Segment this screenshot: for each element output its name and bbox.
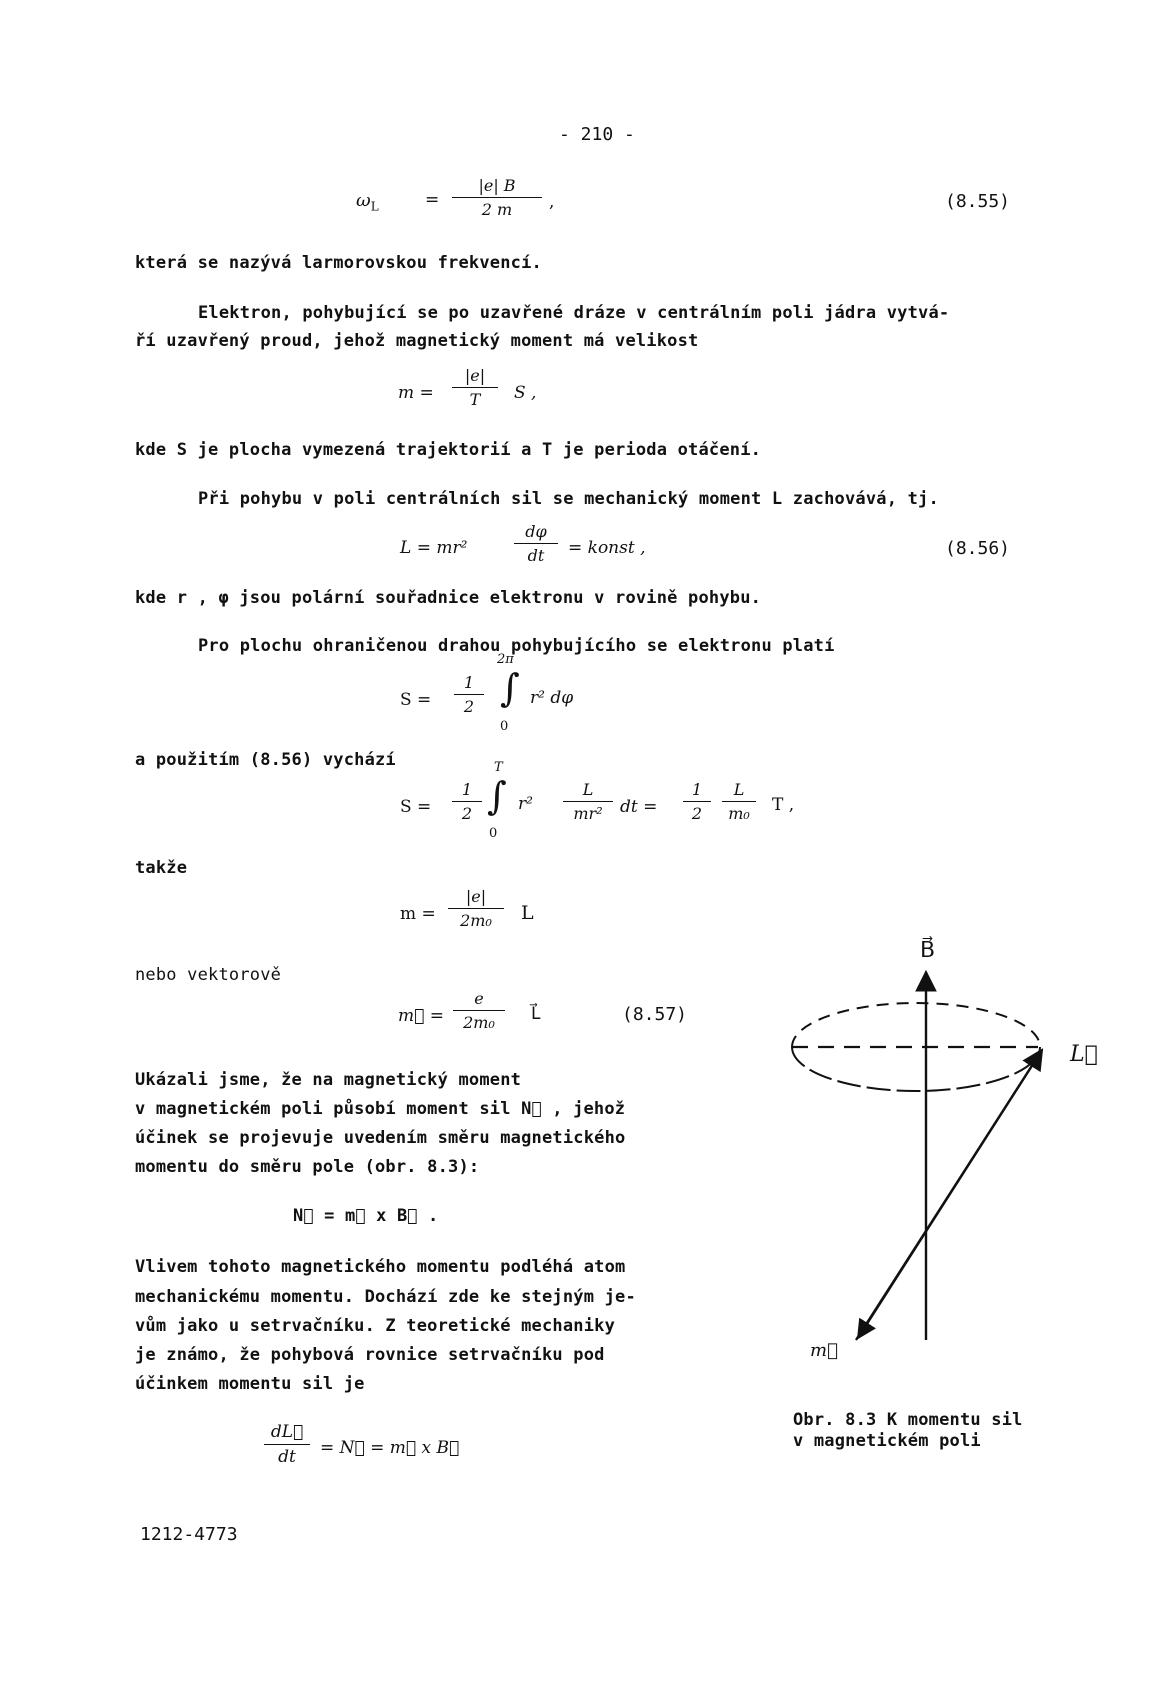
paragraph-line: v magnetickém poli působí moment sil N⃗ , jehož	[135, 1099, 626, 1119]
equation-label: (8.56)	[945, 538, 1011, 559]
numerator: |e|	[448, 887, 504, 909]
fraction	[514, 522, 558, 565]
equation-rest: S ,	[514, 383, 537, 403]
equation-rest: T ,	[772, 795, 795, 815]
fraction	[452, 176, 542, 219]
paragraph-line: momentu do směru pole (obr. 8.3):	[135, 1157, 480, 1177]
ellipse-back-half	[792, 1003, 1040, 1047]
omega-subscript: L	[370, 199, 379, 214]
fraction	[454, 673, 484, 716]
integral-lower-limit: 0	[489, 826, 498, 841]
equation-lhs: L = mr²	[400, 538, 468, 558]
fraction	[563, 780, 613, 823]
numerator: 1	[454, 673, 484, 695]
denominator: m₀	[728, 804, 750, 823]
equation-label: (8.55)	[945, 191, 1011, 212]
fraction	[452, 780, 482, 823]
page-number: - 210 -	[559, 124, 635, 145]
numerator: 1	[683, 780, 711, 802]
paragraph-line: Ukázali jsme, že na magnetický moment	[135, 1070, 522, 1090]
equation-lhs: m⃗ =	[398, 1006, 444, 1026]
equation-rest: = N⃗ = m⃗ x B⃗	[320, 1438, 460, 1458]
integral-upper-limit: 2π	[497, 652, 514, 667]
precession-diagram	[780, 920, 1110, 1360]
numerator: L	[722, 780, 756, 802]
integral-sign: ∫	[487, 774, 507, 818]
ellipse-front-half	[792, 1047, 1040, 1091]
label-b: B⃗	[920, 938, 936, 963]
denominator: mr²	[573, 804, 603, 823]
integrand: r² dφ	[530, 688, 574, 708]
omega-symbol: ω	[356, 190, 371, 211]
paragraph-line: je známo, že pohybová rovnice setrvačníku pod	[135, 1345, 605, 1365]
paragraph-line: ří uzavřený proud, jehož magnetický moment má velikost	[135, 331, 699, 351]
equation-label: (8.57)	[622, 1004, 688, 1025]
footer-code: 1212-4773	[140, 1524, 238, 1545]
fraction	[722, 780, 756, 823]
numerator: |e|	[452, 366, 498, 388]
paragraph-line: Elektron, pohybující se po uzavřené dráze v centrálním poli jádra vytvá-	[198, 303, 950, 323]
integral-sign: ∫	[500, 666, 520, 710]
equation-rest: L	[521, 902, 534, 924]
figure-caption-line: Obr. 8.3 K momentu sil	[793, 1410, 1023, 1430]
numerator: dφ	[514, 522, 558, 544]
integral-upper-limit: T	[494, 760, 503, 775]
paragraph: Pro plochu ohraničenou drahou pohybujícího se elektronu platí	[198, 636, 835, 656]
denominator: T	[469, 390, 481, 409]
paragraph-line: účinek se projevuje uvedením směru magnetického	[135, 1128, 626, 1148]
equation-lhs: m =	[398, 383, 434, 403]
fraction	[448, 887, 504, 930]
numerator: 1	[452, 780, 482, 802]
paragraph: kde S je plocha vymezená trajektorií a T je perioda otáčení.	[135, 440, 762, 460]
label-l: L⃗	[1070, 1042, 1098, 1067]
equation-rest: = konst ,	[568, 538, 646, 558]
numerator: e	[453, 989, 505, 1011]
denominator: 2	[461, 804, 473, 823]
paragraph: Při pohybu v poli centrálních sil se mechanický moment L zachovává, tj.	[198, 489, 939, 509]
integral-lower-limit: 0	[500, 719, 509, 734]
label-m: m⃗	[810, 1340, 838, 1361]
equation-lhs: S =	[400, 690, 432, 710]
denominator: 2 m	[481, 200, 513, 219]
denominator: 2	[463, 697, 475, 716]
equation-rest: L⃗	[531, 1004, 541, 1024]
denominator: 2m₀	[463, 1013, 495, 1032]
equation-torque: N⃗ = m⃗ x B⃗ .	[293, 1206, 439, 1226]
paragraph: a použitím (8.56) vychází	[135, 750, 396, 770]
fraction	[264, 1422, 310, 1467]
fraction	[683, 780, 711, 823]
m-vector	[858, 1050, 1042, 1338]
paragraph: nebo vektorově	[135, 965, 282, 985]
denominator: 2	[691, 804, 703, 823]
fraction	[452, 366, 498, 409]
paragraph: která se nazývá larmorovskou frekvencí.	[135, 253, 542, 273]
paragraph: kde r , φ jsou polární souřadnice elektronu v rovině pohybu.	[135, 588, 762, 608]
denominator: 2m₀	[460, 911, 492, 930]
differential: dt =	[620, 797, 658, 817]
fraction	[453, 989, 505, 1032]
numerator: L	[563, 780, 613, 802]
equation-lhs: S =	[400, 797, 432, 817]
paragraph-line: Vlivem tohoto magnetického momentu podléhá atom	[135, 1257, 626, 1277]
numerator: dL⃗	[264, 1422, 310, 1445]
paragraph-line: účinkem momentu sil je	[135, 1374, 365, 1394]
equation-lhs: m =	[400, 904, 436, 924]
paragraph-line: vům jako u setrvačníku. Z teoretické mechaniky	[135, 1316, 616, 1336]
integrand-r2: r²	[518, 794, 533, 814]
denominator: dt	[527, 546, 545, 565]
paragraph: takže	[135, 858, 188, 878]
denominator: dt	[278, 1447, 296, 1467]
numerator: |e| B	[452, 176, 542, 198]
figure-caption-line: v magnetickém poli	[793, 1431, 981, 1451]
paragraph-line: mechanickému momentu. Dochází zde ke stejným je-	[135, 1287, 636, 1307]
